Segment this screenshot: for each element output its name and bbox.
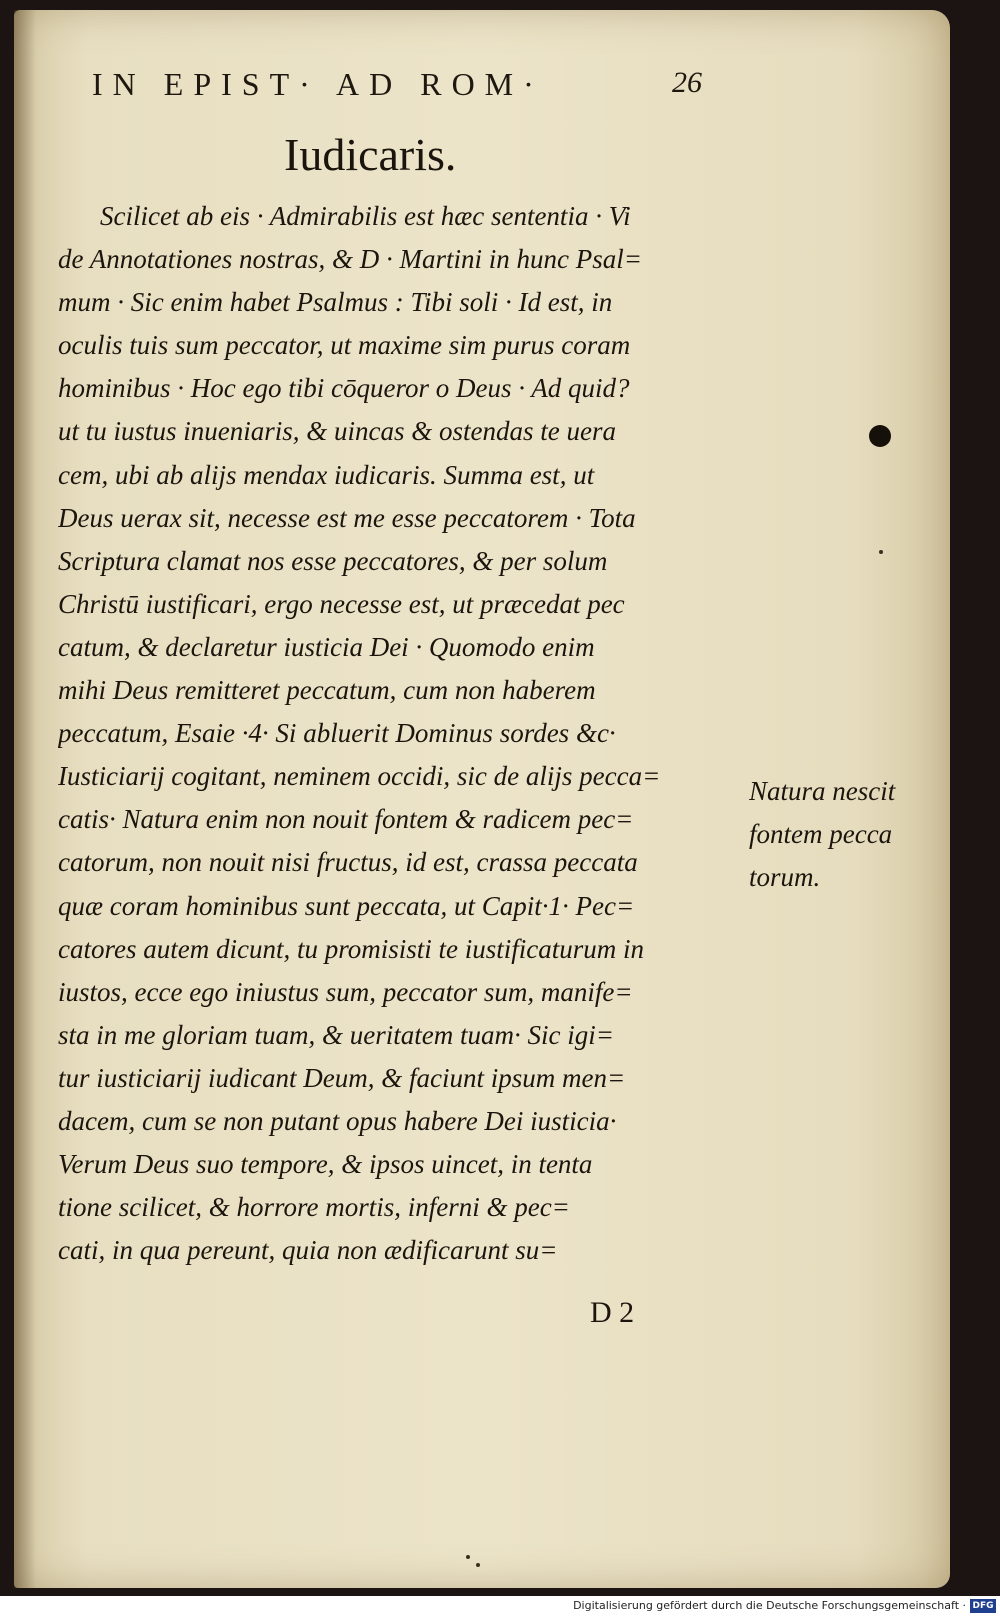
- text-line: iustos, ecce ego iniustus sum, peccator sum, manife=: [58, 976, 633, 1007]
- running-head-title: IN EPIST· AD ROM·: [92, 66, 544, 102]
- paper-speck: [466, 1555, 470, 1559]
- section-heading: Iudicaris.: [284, 129, 457, 180]
- book-page: [14, 10, 950, 1588]
- text-line: cati, in qua pereunt, quia non ædificarunt su=: [58, 1235, 558, 1266]
- text-line: tione scilicet, & horrore mortis, inferni & pec=: [58, 1192, 570, 1223]
- text-line: peccatum, Esaie ·4· Si abluerit Dominus sordes &c·: [58, 718, 616, 749]
- text-line: Iusticiarij cogitant, neminem occidi, sic de alijs pecca=: [58, 761, 661, 792]
- text-line: Deus uerax sit, necesse est me esse peccatorem · Tota: [58, 502, 636, 533]
- text-line: tur iusticiarij iudicant Deum, & faciunt ipsum men=: [58, 1062, 626, 1093]
- text-line: catis· Natura enim non nouit fontem & radicem pec=: [58, 804, 634, 835]
- text-line: catores autem dicunt, tu promisisti te iustificaturum in: [58, 933, 644, 964]
- folio-number: 26: [672, 66, 702, 99]
- text-line: de Annotationes nostras, & D · Martini in hunc Psal=: [58, 244, 642, 275]
- text-line: Verum Deus suo tempore, & ipsos uincet, in tenta: [58, 1149, 593, 1180]
- page-gutter-shadow: [14, 10, 36, 1588]
- margin-note-line: fontem pecca: [749, 819, 893, 850]
- margin-note-line: Natura nescit: [749, 776, 896, 806]
- signature-mark: D 2: [590, 1296, 635, 1329]
- text-line: Scriptura clamat nos esse peccatores, & per solum: [58, 545, 608, 576]
- dfg-logo: DFG: [970, 1599, 996, 1613]
- text-line: ut tu iustus inueniaris, & uincas & ostendas te uera: [58, 416, 616, 447]
- paper-speck: [879, 550, 883, 554]
- margin-note: [749, 770, 949, 899]
- text-line: catum, & declaretur iusticia Dei · Quomodo enim: [58, 631, 595, 662]
- text-line: mum · Sic enim habet Psalmus : Tibi soli · Id est, in: [58, 287, 613, 318]
- text-line: cem, ubi ab alijs mendax iudicaris. Summa est, ut: [58, 459, 595, 490]
- text-line: mihi Deus remitteret peccatum, cum non haberem: [58, 675, 596, 706]
- paper-speck: [476, 1563, 480, 1567]
- text-line: Christū iustificari, ergo necesse est, ut præcedat pec: [58, 588, 625, 619]
- text-line: oculis tuis sum peccator, ut maxime sim purus coram: [58, 330, 631, 361]
- body-text: [58, 195, 738, 1272]
- text-line: quæ coram hominibus sunt peccata, ut Capit·1· Pec=: [58, 890, 635, 921]
- text-line: dacem, cum se non putant opus habere Dei iusticia·: [58, 1105, 617, 1136]
- text-line: catorum, non nouit nisi fructus, id est, crassa peccata: [58, 847, 638, 878]
- ink-blot: [869, 425, 891, 447]
- text-line: hominibus · Hoc ego tibi cōqueror o Deus · Ad quid?: [58, 373, 630, 404]
- text-line: Scilicet ab eis · Admirabilis est hæc sententia · Vi: [100, 201, 631, 231]
- funding-credit: Digitalisierung gefördert durch die Deutsche Forschungsgemeinschaft ·: [573, 1599, 966, 1612]
- running-head: [92, 66, 712, 103]
- margin-note-line: torum.: [749, 862, 821, 893]
- text-line: sta in me gloriam tuam, & ueritatem tuam· Sic igi=: [58, 1019, 614, 1050]
- digitization-footer: [0, 1596, 1000, 1617]
